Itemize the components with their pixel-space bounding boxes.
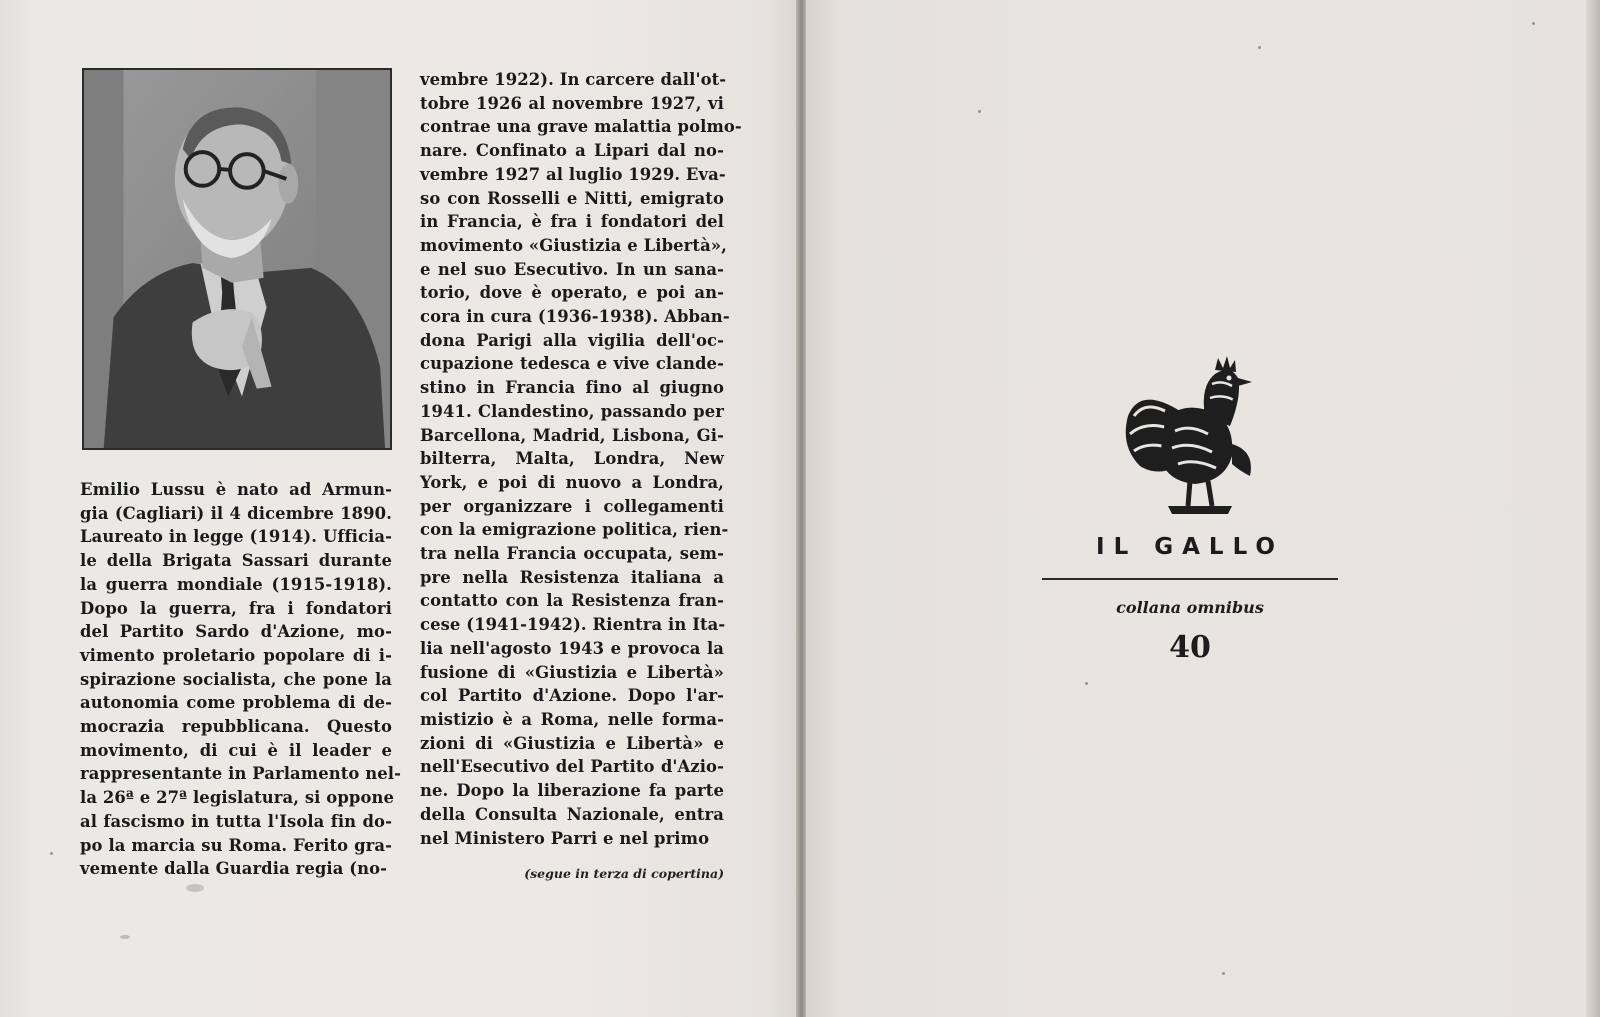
text-line: Laureato in legge (1914). Ufficia- xyxy=(80,527,392,547)
text-line: ne. Dopo la liberazione fa parte xyxy=(420,781,724,801)
text-line: lia nell'agosto 1943 e provoca la xyxy=(420,638,724,658)
text-line: le della Brigata Sassari durante xyxy=(80,551,392,571)
text-line: nare. Confinato a Lipari dal no- xyxy=(420,141,724,161)
text-line: stino in Francia fino al giugno xyxy=(420,378,724,398)
text-line: gia (Cagliari) il 4 dicembre 1890. xyxy=(80,503,392,523)
text-line: rappresentante in Parlamento nel- xyxy=(80,764,402,784)
text-line: nell'Esecutivo del Partito d'Azio- xyxy=(420,757,724,777)
text-line: mocrazia repubblicana. Questo xyxy=(80,717,392,737)
text-line: con la emigrazione politica, rien- xyxy=(420,520,729,540)
text-line: so con Rosselli e Nitti, emigrato xyxy=(420,188,724,208)
text-line: pre nella Resistenza italiana a xyxy=(420,567,724,587)
text-line: fusione di «Giustizia e Libertà» xyxy=(420,662,724,682)
text-line: bilterra, Malta, Londra, New xyxy=(420,449,724,469)
text-line: dona Parigi alla vigilia dell'oc- xyxy=(420,330,724,350)
page-edge xyxy=(1586,0,1600,1017)
text-line: in Francia, è fra i fondatori del xyxy=(420,212,724,232)
text-line: York, e poi di nuovo a Londra, xyxy=(420,472,724,492)
text-line: Barcellona, Madrid, Lisbona, Gi- xyxy=(420,425,724,445)
collana-label: collana omnibus xyxy=(1116,598,1264,617)
text-line: vembre 1922). In carcere dall'ot- xyxy=(420,70,727,89)
text-line: 1941. Clandestino, passando per xyxy=(420,401,724,421)
text-line: contatto con la Resistenza fran- xyxy=(420,591,724,611)
text-line: Dopo la guerra, fra i fondatori xyxy=(80,598,392,618)
text-line: movimento, di cui è il leader e xyxy=(80,740,392,760)
text-line: vembre 1927 al luglio 1929. Eva- xyxy=(420,164,726,184)
text-line: della Consulta Nazionale, entra xyxy=(420,804,724,824)
text-line: zioni di «Giustizia e Libertà» e xyxy=(420,733,724,753)
portrait-image xyxy=(84,70,390,448)
text-line: autonomia come problema di de- xyxy=(80,693,392,713)
text-line: la 26ª e 27ª legislatura, si oppone xyxy=(80,788,395,808)
title-rule xyxy=(1042,578,1338,580)
text-line: cese (1941-1942). Rientra in Ita- xyxy=(420,615,726,635)
text-line: cora in cura (1936-1938). Abban- xyxy=(420,307,730,327)
text-line: tra nella Francia occupata, sem- xyxy=(420,544,724,564)
continued-note: (segue in terza di copertina) xyxy=(524,866,724,881)
text-line: vemente dalla Guardia regia (no- xyxy=(80,859,388,879)
text-line: contrae una grave malattia polmo- xyxy=(420,117,742,137)
text-line: del Partito Sardo d'Azione, mo- xyxy=(80,622,392,642)
text-line: per organizzare i collegamenti xyxy=(420,496,724,516)
text-line: Emilio Lussu è nato ad Armun- xyxy=(80,480,392,499)
volume-number: 40 xyxy=(1169,630,1211,665)
text-line: col Partito d'Azione. Dopo l'ar- xyxy=(420,686,724,706)
text-line: e nel suo Esecutivo. In un sana- xyxy=(420,259,724,279)
text-line: nel Ministero Parri e nel primo xyxy=(420,828,710,848)
text-line: al fascismo in tutta l'Isola fin do- xyxy=(80,811,392,831)
text-line: mistizio è a Roma, nelle forma- xyxy=(420,709,724,729)
text-line: vimento proletario popolare di i- xyxy=(80,645,392,665)
bio-column-a xyxy=(80,478,402,881)
text-line: torio, dove è operato, e poi an- xyxy=(420,283,724,303)
text-line: tobre 1926 al novembre 1927, vi xyxy=(420,93,724,113)
author-portrait xyxy=(82,68,392,450)
rooster-icon xyxy=(1120,356,1266,518)
text-line: la guerra mondiale (1915-1918). xyxy=(80,574,392,594)
text-line: spirazione socialista, che pone la xyxy=(80,669,392,689)
series-title: IL GALLO xyxy=(1096,534,1284,560)
text-line: po la marcia su Roma. Ferito gra- xyxy=(80,835,392,855)
text-line: cupazione tedesca e vive clande- xyxy=(420,354,724,374)
text-line: movimento «Giustizia e Libertà», xyxy=(420,235,727,255)
bio-column-b xyxy=(420,68,742,850)
